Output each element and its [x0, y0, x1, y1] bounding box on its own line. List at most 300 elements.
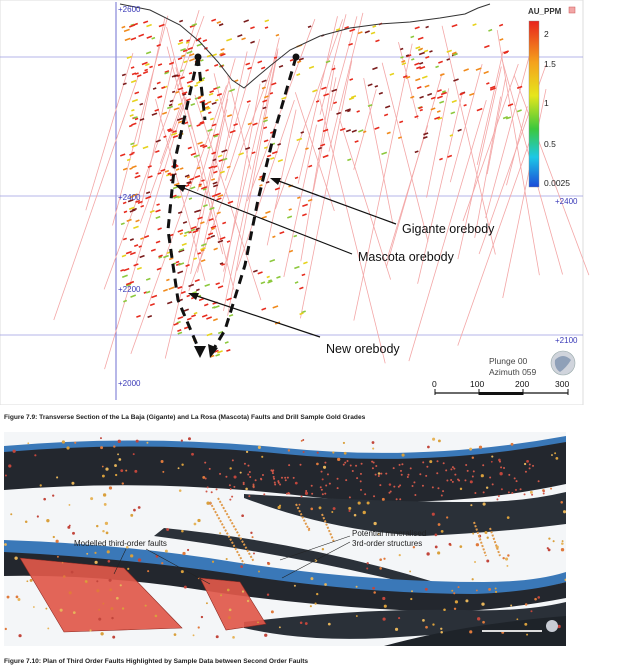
sample-point — [385, 473, 387, 475]
sample-point — [229, 467, 231, 469]
sample-point — [503, 467, 505, 469]
sample-point — [378, 475, 380, 477]
sample-point — [314, 602, 316, 604]
sample-point — [96, 525, 98, 527]
sample-point — [379, 558, 382, 561]
sample-point — [481, 602, 484, 605]
sample-point — [130, 514, 133, 517]
sample-point — [479, 446, 482, 449]
sample-point — [85, 580, 88, 583]
sample-point — [438, 523, 441, 526]
sample-point — [378, 472, 381, 475]
sample-point — [273, 476, 275, 478]
sample-point — [102, 530, 104, 532]
sample-point — [267, 562, 269, 564]
sample-point — [373, 591, 376, 594]
sample-point — [441, 530, 444, 533]
sample-point — [27, 442, 29, 444]
sample-point — [348, 510, 350, 512]
sample-point — [114, 464, 117, 467]
sample-point — [229, 484, 231, 486]
sample-point — [253, 484, 255, 486]
sample-point — [356, 615, 358, 617]
sample-point — [482, 621, 485, 624]
sample-point — [507, 516, 510, 519]
sample-point — [209, 468, 211, 470]
sample-point — [532, 465, 534, 467]
sample-point — [197, 519, 200, 522]
sample-point — [472, 578, 474, 580]
sample-point — [352, 470, 354, 472]
sample-point — [146, 442, 148, 444]
sample-point — [410, 598, 412, 600]
sample-point — [496, 498, 498, 500]
sample-point — [349, 496, 351, 498]
sample-point — [247, 465, 249, 467]
sample-point — [455, 600, 458, 603]
sample-point — [473, 470, 475, 472]
sample-point — [74, 442, 76, 444]
sample-point — [181, 439, 183, 441]
sample-point — [384, 605, 387, 608]
sample-point — [274, 482, 276, 484]
sample-point — [60, 609, 63, 612]
sample-point — [211, 491, 213, 493]
sample-point — [425, 475, 427, 477]
legend-tick: 2 — [544, 29, 549, 39]
sample-point — [413, 481, 415, 483]
sample-point — [511, 492, 513, 494]
sample-point — [407, 474, 409, 476]
sample-point — [383, 558, 385, 560]
sample-point — [316, 463, 319, 466]
sample-point — [130, 554, 133, 557]
sample-point — [363, 511, 366, 514]
sample-point — [206, 502, 209, 505]
scale-tick: 300 — [555, 379, 570, 389]
sample-point — [446, 516, 448, 518]
sample-point — [113, 445, 115, 447]
sample-point — [247, 473, 249, 475]
sample-point — [134, 470, 137, 473]
sample-point — [484, 531, 487, 534]
sample-point — [305, 492, 308, 495]
sample-point — [115, 474, 117, 476]
sample-point — [145, 605, 147, 607]
sample-point — [360, 480, 362, 482]
sample-point — [481, 474, 484, 477]
sample-point — [458, 480, 460, 482]
sample-point — [241, 514, 244, 517]
sample-point — [108, 560, 111, 563]
sample-point — [469, 448, 472, 451]
sample-point — [530, 610, 532, 612]
sample-point — [474, 561, 476, 563]
sample-point — [499, 472, 502, 475]
sample-point — [98, 609, 100, 611]
sample-point — [249, 476, 251, 478]
sample-point — [443, 608, 446, 611]
sample-point — [244, 463, 246, 465]
sample-point — [331, 511, 333, 513]
sample-point — [436, 472, 438, 474]
sample-point — [372, 448, 374, 450]
sample-point — [425, 626, 428, 629]
sample-point — [450, 479, 452, 481]
sample-point — [375, 474, 377, 476]
sample-point — [327, 473, 329, 475]
sample-point — [486, 486, 488, 488]
sample-point — [529, 467, 531, 469]
sample-point — [360, 473, 362, 475]
label-gigante-orebody: Gigante orebody — [402, 222, 495, 236]
sample-point — [429, 460, 432, 463]
sample-point — [379, 484, 381, 486]
sample-point — [273, 478, 275, 480]
sample-point — [337, 458, 340, 461]
sample-point — [427, 446, 430, 449]
sample-point — [227, 589, 230, 592]
sample-point — [52, 494, 54, 496]
sample-point — [337, 487, 339, 489]
sample-point — [228, 616, 231, 619]
sample-point — [337, 478, 339, 480]
sample-point — [465, 599, 468, 602]
sample-point — [543, 490, 545, 492]
sample-point — [102, 466, 104, 468]
sample-point — [166, 528, 169, 531]
sample-point — [400, 470, 402, 472]
sample-point — [204, 462, 206, 464]
legend-tick: 0.0025 — [544, 178, 570, 188]
sample-point — [435, 534, 438, 537]
sample-point — [40, 484, 42, 486]
sample-point — [100, 632, 103, 635]
sample-point — [393, 467, 395, 469]
elevation-label: +2400 — [118, 193, 141, 202]
sample-point — [117, 453, 119, 455]
sample-point — [459, 545, 462, 548]
sample-point — [299, 504, 301, 506]
sample-point — [279, 484, 281, 486]
sample-point — [182, 552, 185, 555]
outline-vertex — [195, 54, 202, 61]
sample-point — [526, 634, 528, 636]
sample-point — [446, 479, 448, 481]
sample-point — [272, 472, 274, 474]
sample-point — [310, 508, 313, 511]
sample-point — [253, 486, 255, 488]
sample-point — [361, 463, 363, 465]
sample-point — [206, 602, 208, 604]
sample-point — [109, 579, 112, 582]
sample-point — [508, 491, 510, 493]
sample-point — [201, 616, 203, 618]
sample-point — [287, 477, 289, 479]
sample-point — [410, 467, 412, 469]
sample-point — [449, 543, 452, 546]
sample-point — [147, 570, 149, 572]
sample-point — [561, 542, 564, 545]
label-mascota-orebody: Mascota orebody — [358, 250, 454, 264]
sample-point — [125, 470, 127, 472]
sample-point — [5, 475, 7, 477]
sample-point — [432, 623, 434, 625]
sample-point — [240, 472, 242, 474]
sample-point — [274, 483, 276, 485]
sample-point — [246, 451, 248, 453]
sample-point — [63, 575, 66, 578]
sample-point — [524, 493, 526, 495]
sample-point — [505, 557, 508, 560]
sample-point — [432, 513, 435, 516]
sample-point — [288, 449, 290, 451]
sample-point — [450, 468, 452, 470]
sample-point — [372, 441, 375, 444]
sample-point — [107, 550, 110, 553]
sample-point — [472, 476, 474, 478]
sample-point — [104, 503, 107, 506]
sample-point — [226, 558, 228, 560]
sample-point — [560, 501, 563, 504]
sample-point — [562, 540, 564, 542]
sample-point — [118, 440, 121, 443]
sample-point — [529, 463, 531, 465]
sample-point — [261, 456, 263, 458]
sample-point — [71, 571, 74, 574]
sample-point — [483, 503, 486, 506]
sample-point — [441, 495, 443, 497]
sample-point — [181, 570, 184, 573]
sample-point — [472, 456, 474, 458]
label-potential-structures-2: 3rd-order structures — [352, 539, 423, 548]
sample-point — [445, 469, 447, 471]
sample-point — [373, 522, 376, 525]
sample-point — [495, 587, 497, 589]
legend-close-icon — [569, 7, 575, 13]
outline-vertex — [293, 54, 300, 61]
sample-point — [138, 558, 141, 561]
sample-point — [486, 559, 489, 562]
sample-point — [350, 465, 352, 467]
sample-point — [498, 495, 500, 497]
sample-point — [499, 461, 501, 463]
sample-point — [380, 473, 382, 475]
sample-point — [13, 450, 16, 453]
sample-point — [366, 567, 368, 569]
sample-point — [347, 460, 349, 462]
sample-point — [112, 636, 115, 639]
sample-point — [310, 605, 312, 607]
sample-point — [396, 498, 398, 500]
sample-point — [310, 577, 313, 580]
sample-point — [520, 488, 522, 490]
sample-point — [162, 471, 164, 473]
sample-point — [234, 475, 237, 478]
sample-point — [364, 493, 366, 495]
sample-point — [316, 593, 318, 595]
sample-point — [300, 464, 302, 466]
sample-point — [255, 479, 257, 481]
sample-point — [245, 488, 248, 491]
sample-point — [194, 523, 197, 526]
sample-point — [220, 594, 222, 596]
sample-point — [288, 464, 290, 466]
plan-orientation-icon — [546, 620, 558, 632]
sample-point — [534, 598, 537, 601]
sample-point — [501, 488, 503, 490]
sample-point — [205, 477, 207, 479]
sample-point — [563, 510, 566, 513]
plunge-label: Plunge 00 — [489, 356, 528, 366]
sample-point — [69, 504, 71, 506]
label-new-orebody: New orebody — [326, 342, 400, 356]
sample-point — [4, 543, 7, 546]
sample-point — [345, 479, 347, 481]
sample-point — [305, 490, 307, 492]
sample-point — [454, 608, 456, 610]
sample-point — [453, 468, 455, 470]
sample-point — [98, 618, 101, 621]
sample-point — [511, 443, 514, 446]
sample-point — [317, 452, 319, 454]
sample-point — [324, 462, 326, 464]
sample-point — [343, 464, 345, 466]
sample-point — [500, 466, 502, 468]
sample-point — [216, 488, 218, 490]
sample-point — [178, 467, 180, 469]
sample-point — [133, 453, 135, 455]
sample-point — [10, 513, 12, 515]
sample-point — [470, 480, 473, 483]
sample-point — [321, 471, 323, 473]
sample-point — [250, 532, 252, 534]
sample-point — [248, 495, 250, 497]
sample-point — [389, 483, 391, 485]
sample-point — [303, 451, 305, 453]
sample-point — [402, 454, 405, 457]
sample-point — [426, 466, 428, 468]
sample-point — [489, 476, 491, 478]
sample-point — [5, 628, 7, 630]
sample-point — [294, 585, 296, 587]
sample-point — [240, 565, 243, 568]
sample-point — [311, 493, 313, 495]
sample-point — [127, 568, 129, 570]
sample-point — [212, 561, 214, 563]
sample-point — [300, 496, 302, 498]
sample-point — [219, 473, 221, 475]
sample-point — [514, 477, 516, 479]
sample-point — [460, 488, 462, 490]
sample-point — [401, 474, 403, 476]
sample-point — [161, 562, 163, 564]
sample-point — [395, 628, 398, 631]
sample-point — [188, 437, 191, 440]
sample-point — [279, 505, 281, 507]
sample-point — [488, 588, 491, 591]
sample-point — [554, 452, 556, 454]
sample-point — [375, 465, 377, 467]
sample-point — [551, 454, 553, 456]
sample-point — [422, 619, 425, 622]
sample-point — [388, 492, 390, 494]
sample-point — [69, 591, 72, 594]
sample-point — [89, 629, 91, 631]
sample-point — [96, 580, 98, 582]
sample-point — [491, 456, 493, 458]
sample-point — [62, 562, 64, 564]
sample-point — [53, 536, 55, 538]
sample-point — [344, 452, 347, 455]
azimuth-label: Azimuth 059 — [489, 367, 537, 377]
sample-point — [109, 486, 112, 489]
right-elevation-label: +2400 — [555, 197, 578, 206]
sample-point — [476, 543, 479, 546]
sample-point — [524, 463, 526, 465]
sample-point — [8, 464, 11, 467]
sample-point — [66, 446, 69, 449]
scale-tick: 100 — [470, 379, 485, 389]
sample-point — [324, 493, 326, 495]
sample-point — [440, 628, 442, 630]
sample-point — [435, 546, 438, 549]
sample-point — [399, 484, 401, 486]
sample-point — [242, 590, 244, 592]
sample-point — [321, 489, 323, 491]
sample-point — [553, 540, 555, 542]
sample-point — [356, 477, 358, 479]
sample-point — [454, 474, 456, 476]
legend-title: AU_PPM — [528, 7, 562, 16]
sample-point — [487, 537, 489, 539]
sample-point — [17, 598, 20, 601]
sample-point — [502, 557, 504, 559]
sample-point — [253, 553, 255, 555]
sample-point — [25, 521, 27, 523]
sample-point — [278, 482, 280, 484]
sample-point — [538, 480, 540, 482]
sample-point — [491, 461, 493, 463]
elevation-label: +2000 — [118, 379, 141, 388]
sample-point — [320, 486, 322, 488]
sample-point — [432, 486, 434, 488]
sample-point — [525, 603, 527, 605]
sample-point — [437, 551, 440, 554]
sample-point — [305, 622, 308, 625]
sample-point — [118, 458, 121, 461]
sample-point — [322, 548, 324, 550]
sample-point — [14, 556, 17, 559]
sample-point — [476, 589, 478, 591]
sample-point — [328, 623, 331, 626]
sample-point — [510, 605, 512, 607]
sample-point — [516, 618, 518, 620]
sample-point — [37, 515, 39, 517]
sample-point — [43, 498, 46, 501]
sample-point — [120, 584, 122, 586]
sample-point — [383, 618, 386, 621]
right-elevation-label: +2100 — [555, 336, 578, 345]
sample-point — [525, 471, 527, 473]
sample-point — [285, 479, 287, 481]
sample-point — [537, 596, 540, 599]
sample-point — [344, 462, 346, 464]
sample-point — [103, 493, 106, 496]
sample-point — [343, 442, 345, 444]
sample-point — [56, 540, 59, 543]
sample-point — [111, 617, 113, 619]
